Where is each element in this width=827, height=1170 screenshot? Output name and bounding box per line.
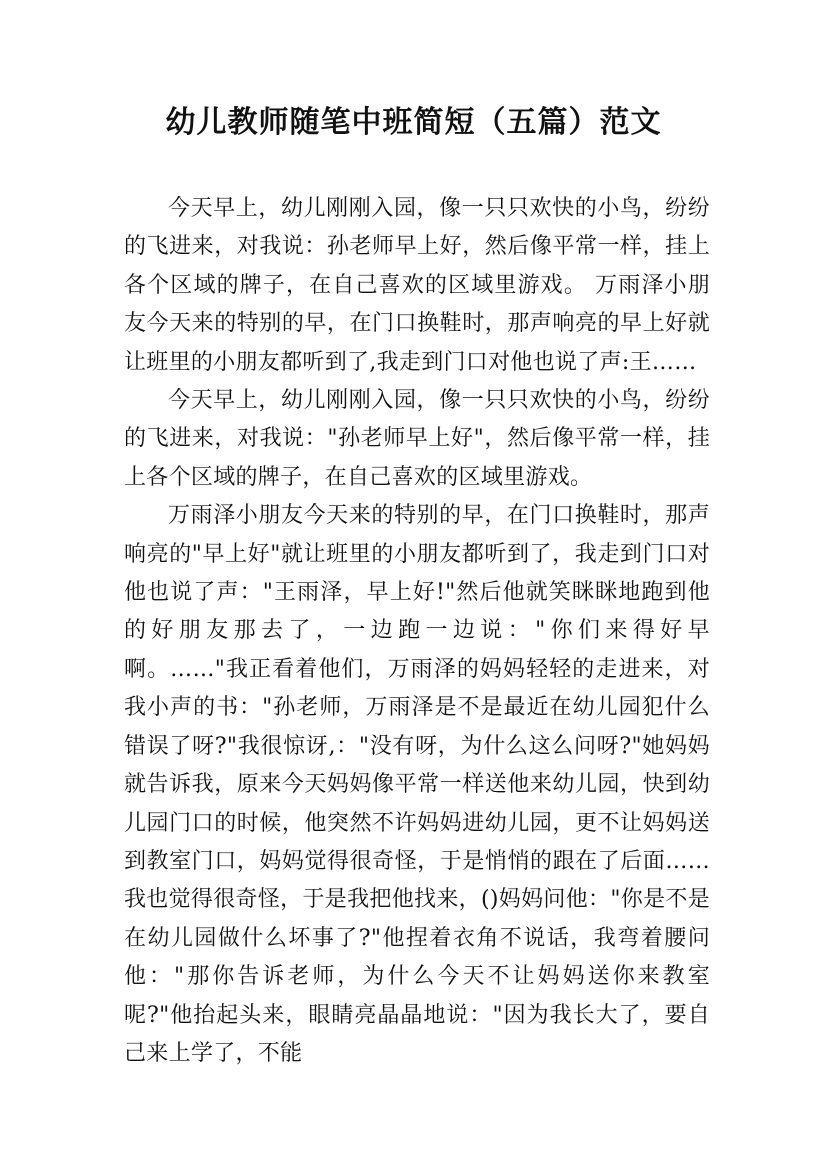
document-title: 幼儿教师随笔中班简短（五篇）范文 [165, 105, 662, 140]
paragraph-wan-yuze-story: 万雨泽小朋友今天来的特别的早，在门口换鞋时，那声响亮的"早上好"就让班里的小朋友都听到了，我走到门口对他也说了声："王雨泽，早上好!"然后他就笑眯眯地跑到他的好朋友那去了，一边跑一边说："你们来得好早啊。……"我正看着他们，万雨泽的妈妈轻轻的走进来，对我小声的书："孙老师，万雨泽是不是最近在幼儿园犯什么错误了呀?"我很惊讶,："没有呀，为什么这么问呀?"她妈妈就告诉我，原来今天妈妈像平常一样送他来幼儿园，快到幼儿园门口的时候，他突然不许妈妈进幼儿园，更不让妈妈送到教室门口，妈妈觉得很奇怪，于是悄悄的跟在了后面……我也觉得很奇怪，于是我把他找来，()妈妈问他："你是不是在幼儿园做什么坏事了?"他捏着衣角不说话，我弯着腰问他："那你告诉老师，为什么今天不让妈妈送你来教室呢?"他抬起头来，眼睛亮晶晶地说："因为我长大了，要自己来上学了，不能 [124, 503, 710, 1066]
paragraph-summary: 今天早上，幼儿刚刚入园，像一只只欢快的小鸟，纷纷的飞进来，对我说：孙老师早上好，然后像平常一样，挂上各个区域的牌子，在自己喜欢的区域里游戏。 万雨泽小朋友今天来的特别的早，在门口换鞋时，那声响亮的早上好就让班里的小朋友都听到了,我走到门口对他也说了声:王…… [124, 196, 710, 375]
document-body [124, 190, 710, 1073]
paragraph-morning-greeting: 今天早上，幼儿刚刚入园，像一只只欢快的小鸟，纷纷的飞进来，对我说："孙老师早上好"，然后像平常一样，挂上各个区域的牌子，在自己喜欢的区域里游戏。 [124, 388, 710, 490]
